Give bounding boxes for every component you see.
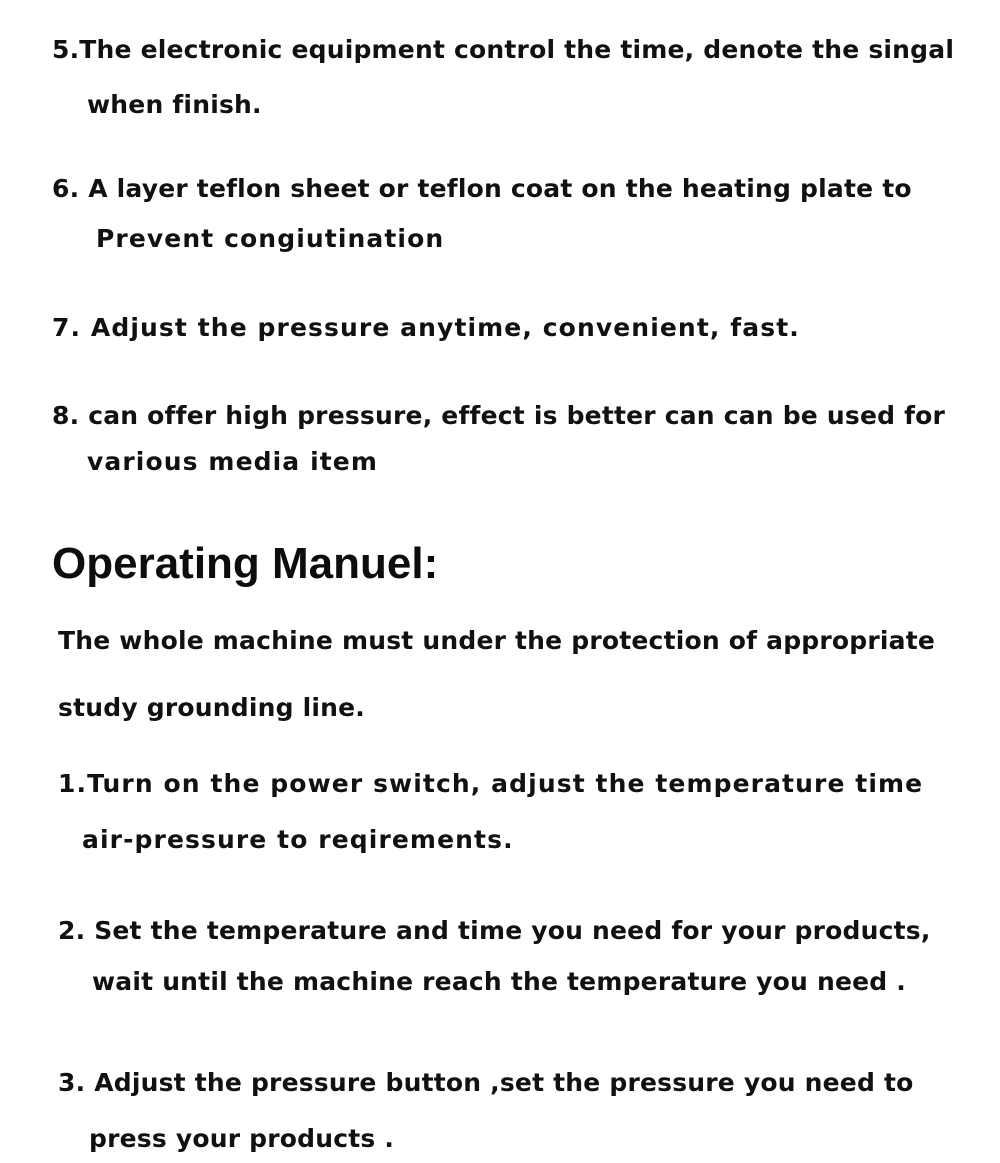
feature-6-line-2: Prevent congiutination [96, 224, 445, 253]
step-3-line-1: 3. Adjust the pressure button ,set the pressure you need to [58, 1068, 914, 1097]
step-1-line-1: 1.Turn on the power switch, adjust the temperature time [58, 769, 924, 798]
step-2-line-2: wait until the machine reach the temperature you need . [92, 967, 906, 996]
feature-8-line-1: 8. can offer high pressure, effect is better can can be used for [52, 401, 946, 430]
feature-5-line-1: 5.The electronic equipment control the time, denote the singal [52, 35, 955, 64]
manual-intro-line-2: study grounding line. [58, 693, 365, 722]
step-1-line-2: air-pressure to reqirements. [82, 825, 514, 854]
manual-intro-line-1: The whole machine must under the protection of appropriate [58, 626, 936, 655]
feature-6-line-1: 6. A layer teflon sheet or teflon coat on the heating plate to [52, 174, 912, 203]
feature-5-line-2: when finish. [87, 90, 262, 119]
manual-heading: Operating Manuel: [52, 539, 439, 588]
feature-8-line-2: various media item [87, 447, 378, 476]
feature-7-line-1: 7. Adjust the pressure anytime, convenient, fast. [52, 313, 800, 342]
step-3-line-2: press your products . [89, 1124, 395, 1153]
step-2-line-1: 2. Set the temperature and time you need for your products, [58, 916, 931, 945]
